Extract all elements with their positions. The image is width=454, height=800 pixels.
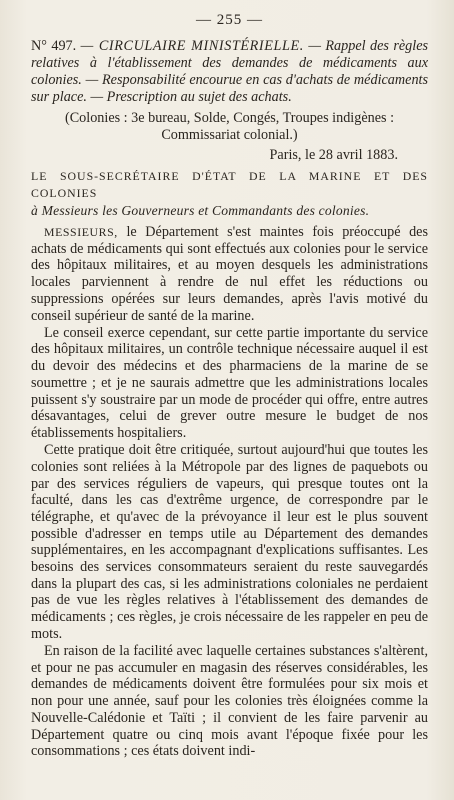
dateline: Paris, le 28 avril 1883. bbox=[269, 147, 398, 163]
salutation: MESSIEURS, bbox=[44, 225, 118, 239]
circular-title: — CIRCULAIRE MINISTÉRIELLE. bbox=[80, 38, 304, 54]
paragraph-text: le Département s'est maintes fois préoccupé des achats de médicaments qui sont effectués aux colonies pour le service des hôpitaux militaires, et au moyen desquels les administrations locales parviennent à rendre de nul effet les réductions ou suppressions opérées sur leurs demandes, après l'avis motivé du conseil supérieur de santé de la marine. bbox=[31, 224, 428, 324]
sender-address bbox=[31, 168, 428, 219]
body-paragraph-1 bbox=[31, 224, 428, 324]
sender-title: LE SOUS-SECRÉTAIRE D'ÉTAT DE LA MARINE ET DES COLONIES bbox=[31, 169, 428, 200]
page-number: — 255 — bbox=[196, 12, 263, 28]
circular-heading bbox=[31, 38, 428, 106]
body-paragraph-4: En raison de la facilité avec laquelle certaines substances s'altèrent, et pour ne pas accumuler en magasin des réserves considérables, les demandes de médicaments doivent être formulées pour six mois et non pour une année, sauf pour les colonies très éloignées comme la Nouvelle-Calédonie et Taïti ; il convient de les faire parvenir au Département quatre ou cinq mois avant l'époque fixée pour les consommations ; ces états doivent indi- bbox=[31, 643, 428, 760]
body-paragraph-3: Cette pratique doit être critiquée, surtout aujourd'hui que toutes les colonies sont reliées à la Métropole par des lignes de paquebots ou par des services réguliers de vapeurs, qui presque toutes ont la faculté, dans les cas d'extrême urgence, de correspondre par le télégraphe, et qu'avec de la prévoyance il leur est le plus souvent possible d'adresser en temps utile au Département des demandes supplémentaires, en les accompagnant d'explications suffisantes. Les besoins des services consommateurs seraient du reste sauvegardés dans la plupart des cas, si les administrations coloniales ne perdaient pas de vue les règles relatives à l'établissement des demandes de médicaments ; ces règles, je crois nécessaire de les rappeler en peu de mots. bbox=[31, 442, 428, 642]
circular-number: N° 497. bbox=[31, 38, 77, 54]
body-paragraph-2: Le conseil exerce cependant, sur cette partie importante du service des hôpitaux militaires, un contrôle technique nécessaire auquel il est du devoir des médecins et des pharmaciens de la marine de se soumettre ; et je ne saurais admettre que les administrations locales puissent s'y soustraire par un mode de procéder qui offre, entre autres désavantages, celui de grever outre mesure le budget de nos établissements hospitaliers. bbox=[31, 324, 428, 441]
circular-subject: — Rappel des règles relatives à l'établissement des demandes de médicaments aux colonies. — Responsabilité encourue en cas d'achats de médicaments sur place. — Prescription au sujet des achats. bbox=[31, 38, 429, 105]
classification-note: (Colonies : 3e bureau, Solde, Congés, Troupes indigènes : Commissariat colonial.) bbox=[64, 110, 395, 143]
recipient-line: à Messieurs les Gouverneurs et Commandants des colonies. bbox=[31, 203, 370, 218]
